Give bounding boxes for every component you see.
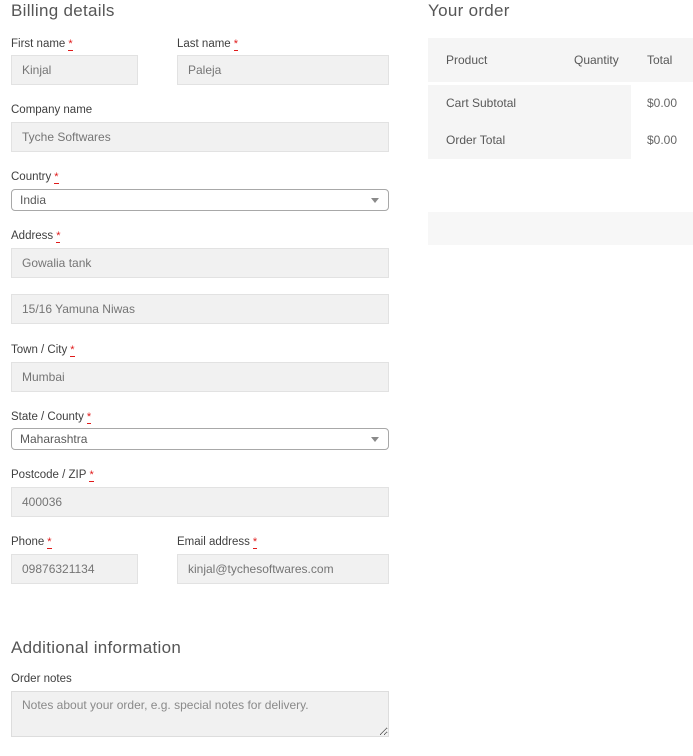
cart-subtotal-label: Cart Subtotal — [428, 85, 631, 122]
total-column-header: Total — [647, 52, 673, 67]
postcode-input[interactable] — [11, 487, 389, 517]
address-line1-input[interactable] — [11, 248, 389, 278]
first-name-input[interactable] — [11, 55, 138, 85]
address-label: Address * — [11, 230, 61, 243]
name-row — [11, 38, 389, 105]
order-total-row — [428, 122, 693, 159]
required-indicator: * — [89, 469, 94, 482]
order-review-table — [428, 38, 693, 159]
cart-subtotal-row — [428, 85, 693, 122]
address-line2-field-group — [11, 294, 389, 324]
required-indicator: * — [56, 230, 61, 243]
required-indicator: * — [233, 37, 238, 50]
billing-details-section — [11, 2, 389, 756]
billing-details-heading: Billing details — [11, 1, 115, 20]
quantity-column-header: Quantity — [574, 52, 619, 67]
first-name-label: First name * — [11, 37, 73, 50]
cart-subtotal-value: $0.00 — [631, 85, 693, 122]
company-name-input[interactable] — [11, 122, 389, 152]
order-total-label: Order Total — [428, 122, 631, 159]
phone-email-row — [11, 536, 389, 603]
city-label: Town / City * — [11, 343, 75, 356]
phone-field-group — [11, 536, 138, 584]
product-column-header: Product — [446, 52, 488, 67]
required-indicator: * — [86, 410, 92, 423]
country-field-group — [11, 171, 389, 211]
required-indicator: * — [54, 171, 59, 184]
state-selected-value: Maharashtra — [20, 432, 88, 447]
country-selected-value: India — [20, 193, 47, 208]
phone-input[interactable] — [11, 554, 138, 584]
required-indicator: * — [68, 37, 73, 50]
state-field-group — [11, 411, 389, 451]
payment-methods-box — [428, 212, 693, 245]
country-select[interactable] — [11, 189, 389, 211]
chevron-down-icon — [371, 198, 379, 203]
company-field-group — [11, 104, 389, 152]
first-name-field-group — [11, 38, 138, 86]
last-name-label: Last name * — [177, 37, 238, 50]
additional-information-heading: Additional information — [11, 638, 182, 658]
last-name-input[interactable] — [177, 55, 389, 85]
order-notes-label: Order notes — [11, 672, 72, 685]
city-input[interactable] — [11, 362, 389, 392]
order-total-value: $0.00 — [631, 122, 693, 159]
order-notes-field-group — [11, 673, 389, 737]
your-order-heading: Your order — [428, 1, 510, 20]
required-indicator: * — [252, 536, 258, 549]
order-notes-textarea[interactable] — [11, 691, 389, 737]
chevron-down-icon — [371, 437, 379, 442]
last-name-field-group — [177, 38, 389, 86]
postcode-label: Postcode / ZIP * — [11, 469, 94, 482]
email-input[interactable] — [177, 554, 389, 584]
required-indicator: * — [47, 536, 52, 549]
order-table-header-row — [428, 38, 693, 82]
email-field-group — [177, 536, 389, 584]
city-field-group — [11, 344, 389, 392]
state-select[interactable] — [11, 428, 389, 450]
email-label: Email address * — [177, 536, 258, 549]
required-indicator: * — [70, 343, 75, 356]
phone-label: Phone * — [11, 536, 52, 549]
country-label: Country * — [11, 171, 59, 184]
company-name-label: Company name — [11, 104, 93, 117]
postcode-field-group — [11, 469, 389, 517]
address-line2-input[interactable] — [11, 294, 389, 324]
your-order-section — [428, 2, 693, 756]
address-line1-field-group — [11, 230, 389, 278]
state-label: State / County * — [11, 410, 92, 423]
